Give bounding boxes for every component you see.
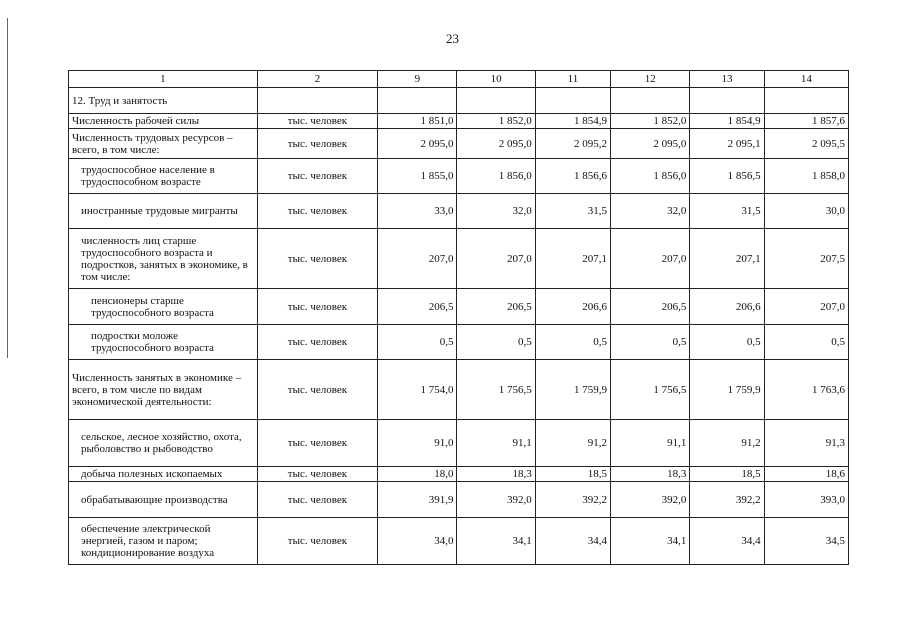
row-unit: тыс. человек — [257, 229, 377, 289]
section-row — [69, 88, 849, 114]
row-value: 91,2 — [690, 420, 764, 467]
row-value: 207,0 — [378, 229, 457, 289]
table-row — [69, 325, 849, 360]
row-value: 31,5 — [690, 194, 764, 229]
row-name: пенсионеры старше трудоспособного возраста — [69, 289, 258, 325]
row-value: 207,1 — [690, 229, 764, 289]
row-value: 18,3 — [611, 467, 690, 482]
row-unit: тыс. человек — [257, 482, 377, 518]
header-cell: 10 — [457, 71, 535, 88]
row-value: 206,5 — [457, 289, 535, 325]
table-row — [69, 482, 849, 518]
row-unit: тыс. человек — [257, 325, 377, 360]
row-unit: тыс. человек — [257, 360, 377, 420]
row-value: 392,0 — [457, 482, 535, 518]
row-value: 33,0 — [378, 194, 457, 229]
row-name: Численность занятых в экономике – всего, в том числе по видам экономической деятельности: — [69, 360, 258, 420]
row-value: 91,1 — [457, 420, 535, 467]
row-value: 2 095,0 — [611, 129, 690, 159]
row-name: Численность трудовых ресурсов – всего, в том числе: — [69, 129, 258, 159]
row-value: 34,1 — [457, 518, 535, 565]
table-row — [69, 518, 849, 565]
row-value: 391,9 — [378, 482, 457, 518]
row-value: 18,3 — [457, 467, 535, 482]
row-value: 1 852,0 — [457, 114, 535, 129]
row-value: 2 095,0 — [378, 129, 457, 159]
row-unit: тыс. человек — [257, 114, 377, 129]
row-value: 0,5 — [535, 325, 610, 360]
table-row — [69, 360, 849, 420]
row-value: 2 095,0 — [457, 129, 535, 159]
row-value: 1 855,0 — [378, 159, 457, 194]
row-name: подростки моложе трудоспособного возраста — [69, 325, 258, 360]
row-value: 207,0 — [457, 229, 535, 289]
row-value: 0,5 — [764, 325, 848, 360]
row-value: 32,0 — [457, 194, 535, 229]
row-unit: тыс. человек — [257, 129, 377, 159]
row-unit: тыс. человек — [257, 467, 377, 482]
row-value: 1 856,0 — [457, 159, 535, 194]
row-unit: тыс. человек — [257, 289, 377, 325]
row-value: 91,2 — [535, 420, 610, 467]
row-value: 206,6 — [535, 289, 610, 325]
row-value: 1 854,9 — [535, 114, 610, 129]
table-row — [69, 229, 849, 289]
header-cell: 9 — [378, 71, 457, 88]
row-value: 1 856,5 — [690, 159, 764, 194]
header-row — [69, 71, 849, 88]
section-title: 12. Труд и занятость — [69, 88, 258, 114]
row-value: 1 756,5 — [457, 360, 535, 420]
row-value: 393,0 — [764, 482, 848, 518]
row-unit: тыс. человек — [257, 159, 377, 194]
row-value: 207,0 — [764, 289, 848, 325]
table-row — [69, 159, 849, 194]
row-value: 206,5 — [611, 289, 690, 325]
table-row — [69, 194, 849, 229]
row-value: 392,0 — [611, 482, 690, 518]
page-number: 23 — [446, 31, 459, 46]
row-value: 91,1 — [611, 420, 690, 467]
row-value: 18,0 — [378, 467, 457, 482]
row-value: 34,1 — [611, 518, 690, 565]
row-value: 91,3 — [764, 420, 848, 467]
row-value: 30,0 — [764, 194, 848, 229]
row-value: 0,5 — [378, 325, 457, 360]
header-cell: 12 — [611, 71, 690, 88]
table-row — [69, 114, 849, 129]
row-value: 0,5 — [690, 325, 764, 360]
row-value: 91,0 — [378, 420, 457, 467]
row-unit: тыс. человек — [257, 194, 377, 229]
row-name: численность лиц старше трудоспособного возраста и подростков, занятых в экономике, в том числе: — [69, 229, 258, 289]
data-table — [68, 70, 849, 565]
table-row — [69, 129, 849, 159]
header-cell: 14 — [764, 71, 848, 88]
row-value: 1 851,0 — [378, 114, 457, 129]
table-row — [69, 289, 849, 325]
row-name: обрабатывающие производства — [69, 482, 258, 518]
row-value: 0,5 — [611, 325, 690, 360]
header-cell: 13 — [690, 71, 764, 88]
row-value: 206,6 — [690, 289, 764, 325]
row-name: Численность рабочей силы — [69, 114, 258, 129]
row-value: 34,4 — [535, 518, 610, 565]
row-value: 2 095,2 — [535, 129, 610, 159]
row-value: 1 763,6 — [764, 360, 848, 420]
row-name: обеспечение электрической энергией, газом и паром; кондиционирование воздуха — [69, 518, 258, 565]
row-value: 2 095,1 — [690, 129, 764, 159]
row-unit: тыс. человек — [257, 420, 377, 467]
header-cell: 11 — [535, 71, 610, 88]
row-name: сельское, лесное хозяйство, охота, рыболовство и рыбоводство — [69, 420, 258, 467]
row-value: 1 858,0 — [764, 159, 848, 194]
row-value: 0,5 — [457, 325, 535, 360]
row-unit: тыс. человек — [257, 518, 377, 565]
row-value: 207,0 — [611, 229, 690, 289]
margin-line — [7, 18, 8, 358]
row-value: 18,5 — [535, 467, 610, 482]
table-row — [69, 420, 849, 467]
table-row — [69, 467, 849, 482]
header-cell: 2 — [257, 71, 377, 88]
row-value: 1 856,0 — [611, 159, 690, 194]
row-value: 1 756,5 — [611, 360, 690, 420]
row-value: 207,1 — [535, 229, 610, 289]
header-cell: 1 — [69, 71, 258, 88]
row-value: 1 759,9 — [535, 360, 610, 420]
row-value: 207,5 — [764, 229, 848, 289]
row-value: 392,2 — [535, 482, 610, 518]
row-value: 32,0 — [611, 194, 690, 229]
row-value: 1 754,0 — [378, 360, 457, 420]
row-value: 392,2 — [690, 482, 764, 518]
row-value: 34,4 — [690, 518, 764, 565]
row-value: 18,5 — [690, 467, 764, 482]
row-value: 1 854,9 — [690, 114, 764, 129]
row-value: 1 856,6 — [535, 159, 610, 194]
row-name: трудоспособное население в трудоспособном возрасте — [69, 159, 258, 194]
row-value: 2 095,5 — [764, 129, 848, 159]
row-name: иностранные трудовые мигранты — [69, 194, 258, 229]
row-value: 34,5 — [764, 518, 848, 565]
row-value: 18,6 — [764, 467, 848, 482]
row-value: 1 759,9 — [690, 360, 764, 420]
row-value: 206,5 — [378, 289, 457, 325]
row-value: 31,5 — [535, 194, 610, 229]
row-value: 34,0 — [378, 518, 457, 565]
row-value: 1 852,0 — [611, 114, 690, 129]
row-name: добыча полезных ископаемых — [69, 467, 258, 482]
row-value: 1 857,6 — [764, 114, 848, 129]
